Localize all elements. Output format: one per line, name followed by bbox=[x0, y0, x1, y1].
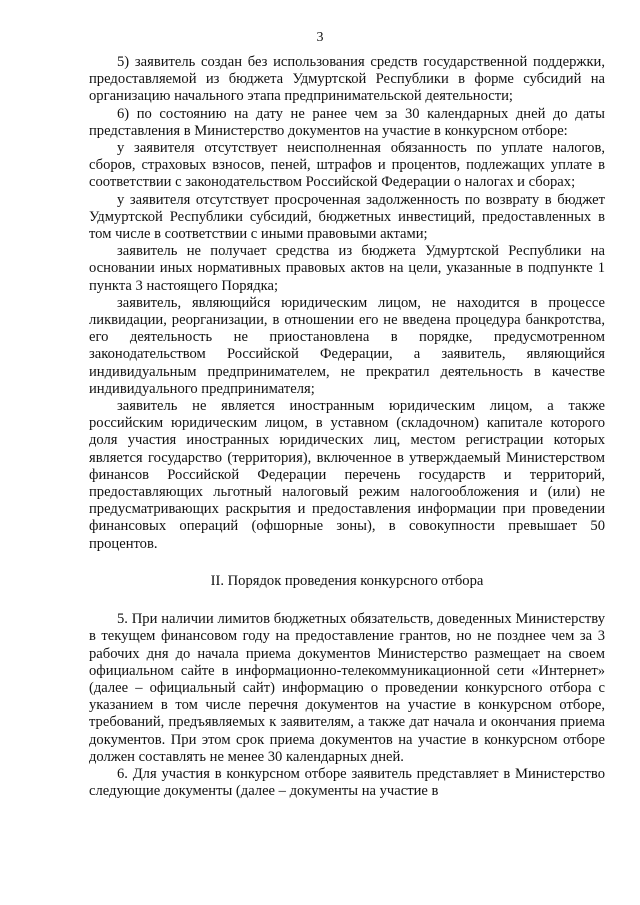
paragraph: 5. При наличии лимитов бюджетных обязательств, доведенных Министерству в текущем финансовом году на предоставление грантов, но не позднее чем за 3 рабочих дня до начала приема документов Министерство размещает на своем официальном сайте в информационно-телекоммуникационной сети «Интернет» (далее – официальный сайт) информацию о проведении конкурсного отбора с указанием в том числе перечня документов на участие в конкурсном отборе, требований, предъявляемых к заявителям, а также дат начала и окончания приема документов. При этом срок приема документов на участие в конкурсном отборе должен составлять не менее 30 календарных дней. bbox=[89, 611, 605, 765]
paragraph: у заявителя отсутствует неисполненная обязанность по уплате налогов, сборов, страховых взносов, пеней, штрафов и процентов, подлежащих уплате в соответствии с законодательством Российской Федерации о налогах и сборах; bbox=[89, 140, 605, 191]
paragraph: у заявителя отсутствует просроченная задолженность по возврату в бюджет Удмуртской Республики субсидий, бюджетных инвестиций, предоставленных в том числе в соответствии с иными правовыми актами; bbox=[89, 191, 605, 243]
paragraph: заявитель, являющийся юридическим лицом, не находится в процессе ликвидации, реорганизации, в отношении его не введена процедура банкротства, его деятельность не приостановлена в порядке, предусмотренном законодательством Российской Федерации, а заявитель, являющийся индивидуальным предпринимателем, не прекратил деятельность в качестве индивидуального предпринимателя; bbox=[89, 294, 605, 397]
paragraph: заявитель не получает средства из бюджета Удмуртской Республики на основании иных нормативных правовых актов на цели, указанные в подпункте 1 пункта 3 настоящего Порядка; bbox=[89, 243, 605, 294]
paragraph: 6. Для участия в конкурсном отборе заявитель представляет в Министерство следующие документы (далее – документы на участие в bbox=[89, 765, 605, 800]
paragraph: заявитель не является иностранным юридическим лицом, а также российским юридическим лицом, в уставном (складочном) капитале которого доля участия иностранных юридических лиц, местом регистрации которых является государство (территория), включенное в утверждаемый Министерством финансов Российской Федерации перечень государств и территорий, предоставляющих льготный налоговый режим налогообложения и (или) не предусматривающих раскрытия и предоставления информации при проведении финансовых операций (офшорные зоны), в совокупности превышает 50 процентов. bbox=[89, 398, 605, 552]
paragraph: 6) по состоянию на дату не ранее чем за 30 календарных дней до даты представления в Министерство документов на участие в конкурсном отборе: bbox=[89, 105, 605, 139]
section-heading: II. Порядок проведения конкурсного отбора bbox=[210, 572, 484, 589]
document-body bbox=[89, 54, 605, 800]
paragraph: 5) заявитель создан без использования средств государственной поддержки, предоставляемой из бюджета Удмуртской Республики в форме субсидий на организацию начального этапа предпринимательской деятельности; bbox=[89, 54, 605, 105]
page-number: 3 bbox=[316, 30, 324, 45]
